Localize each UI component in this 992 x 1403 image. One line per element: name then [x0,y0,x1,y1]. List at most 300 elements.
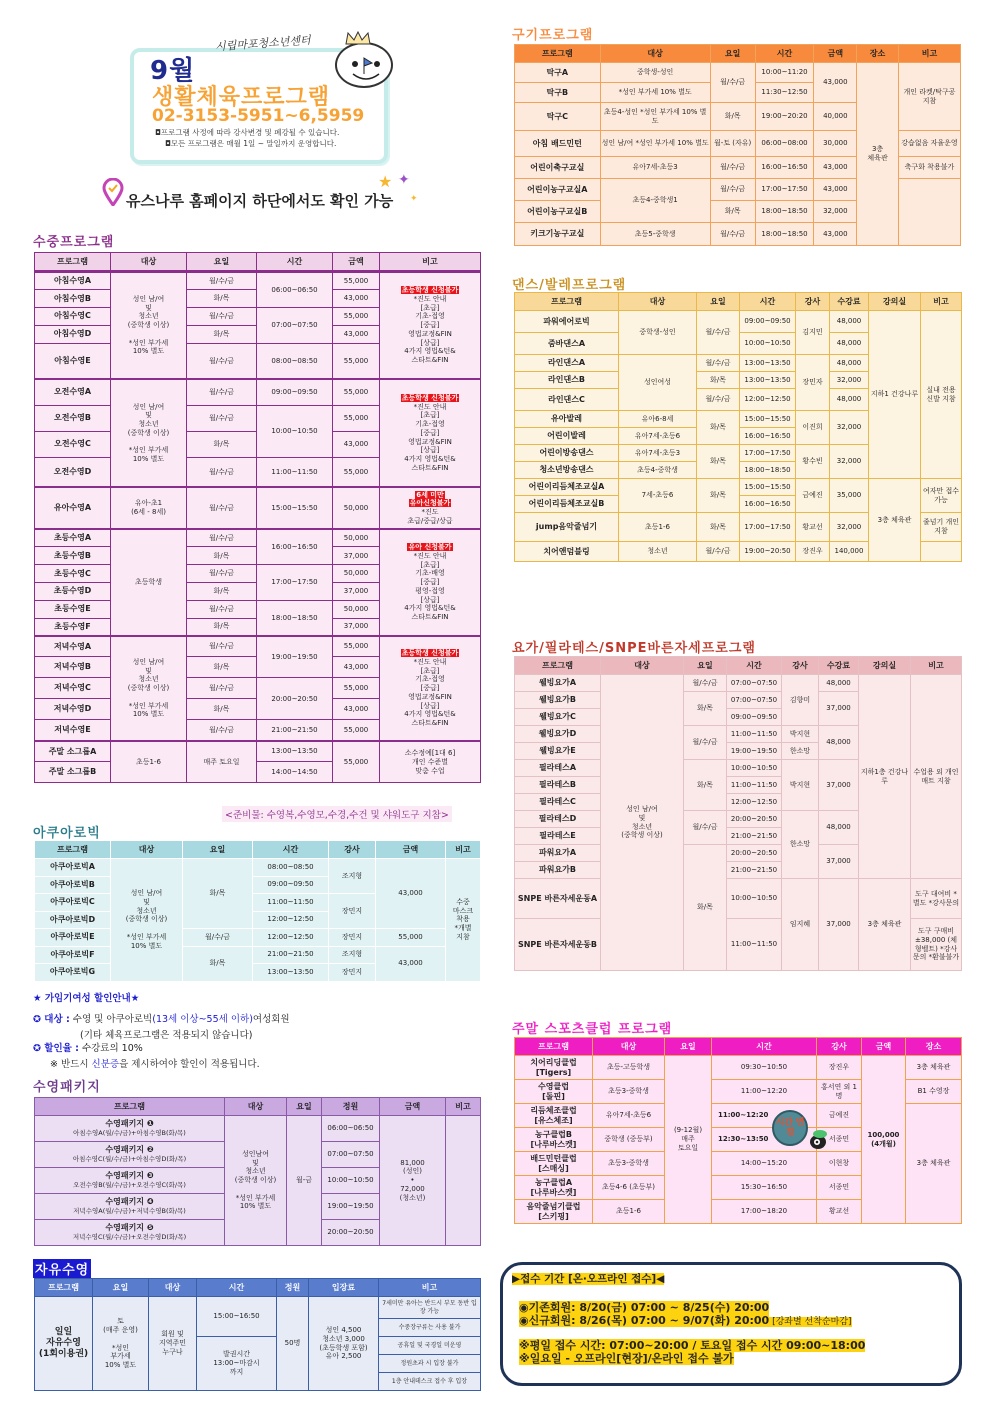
day-cell: 화/목 [684,845,727,971]
character-icon [808,1128,828,1150]
program-name: 웰빙요가D [515,726,601,743]
table-cell: 초등학생 [111,529,187,636]
program-name: 라인댄스B [515,372,619,389]
note-cell: 수중장구류는 사용 불가 [379,1319,481,1337]
discount-title: ★ 가임기여성 할인안내★ [33,993,140,1004]
badge-text: 시간 변경 [775,1118,805,1138]
program-name: jump음악줄넘기 [515,513,619,542]
teacher-cell: 장민지 [329,964,376,982]
program-name: 오전수영C [35,431,111,457]
teacher-cell: 홍서연 외 1명 [817,1080,862,1104]
time-cell: 17:00~17:50 [755,179,814,201]
time-cell: 14:00~15:20 [712,1152,817,1176]
room-cell: 3층 체육관 [859,879,911,971]
table-cell: 회원 및 지역주민 누구나 [149,1297,197,1391]
day-cell: (9-12월) 매주 토요일 [665,1056,712,1224]
new-text: ◉신규회원: 8/26(목) 07:00 ~ 9/07(화) 20:00 [519,1314,770,1327]
day-cell: 화/목 [187,657,257,678]
time-cell: 15:00~16:50 [197,1297,277,1337]
target-cell: 중학생 (중등부) [593,1128,665,1152]
program-name: 파워요가A [515,845,601,862]
package-sub: 저녁수영A(월/수/금)+저녁수영B(화/목) [73,1207,186,1216]
time-cell: 21:00~21:50 [727,862,782,879]
program-name: 어린이축구교실 [515,157,601,179]
day-cell: 월/수/금 [710,179,755,201]
package-name: 수영패키지 ❶ [105,1119,154,1129]
fee-cell: 37,000 [333,547,380,565]
place-cell: 3층 체육관 [857,63,899,246]
program-name: 아침수영C [35,308,111,326]
table-cell: 성인여성 [619,355,697,411]
table-cell: 성인 남/여 및 청소년 (중학생 이상) *성인 부가세 10% 별도 [111,272,187,379]
program-name: 오전수영A [35,379,111,405]
program-name: SNPE 바른자세운동A [515,879,601,919]
program-name: 아쿠아로빅G [35,964,111,982]
program-name: 어린이농구교실A [515,179,601,201]
col-header: 대상 [593,1038,665,1056]
col-header: 수강료 [830,293,869,311]
fee-cell: 성인 4,500 청소년 3,000 (초등학생 포함) 유아 2,500 [309,1297,379,1391]
note-cell: 개인 라켓/탁구공 지참 [898,63,960,131]
program-name: 저녁수영D [35,699,111,720]
fee-cell: 100,000 (4개월) [862,1056,906,1224]
program-name: 키크기농구교실 [515,223,601,246]
day-cell: 화/목 [187,699,257,720]
day-cell: 토 (매주 운영) *성인 부가세 10% 별도 [93,1297,149,1391]
program-name: 오전수영D [35,457,111,487]
fee-cell: 55,000 [333,379,380,405]
table-row [35,1297,481,1319]
col-header: 시간 [253,841,329,859]
place-cell: B1 수영장 [906,1080,962,1104]
time-cell: 11:00~11:50 [727,777,782,794]
time-cell: 12:00~12:50 [727,794,782,811]
aqua-table [34,840,480,982]
time-cell: 16:00~16:50 [257,529,333,565]
program-name: 탁구C [515,103,601,131]
time-cell: 15:00~15:50 [740,479,796,496]
weekend-club-title: 주말 스포츠클럽 프로그램 [512,1022,673,1037]
fee-cell: 55,000 [376,929,446,947]
table-row [515,311,962,333]
target-cell: 초등5-중학생 [600,223,710,246]
time-cell: 11:00~11:50 [727,726,782,743]
teacher-cell: 조지형 [329,946,376,964]
fee-cell: 55,000 [333,405,380,431]
fee-cell: 55,000 [333,308,380,326]
fee-cell: 81,000 (성인) • 72,000 (청소년) [380,1116,446,1246]
day-cell: 화/목 [697,513,740,542]
target-cell: 초등3-중학생 [593,1152,665,1176]
program-name: 치어앤덤블링 [515,542,619,562]
col-header: 정원 [277,1279,309,1297]
table-row [515,1056,962,1080]
table-cell: 청소년 [619,542,697,562]
fee-cell: 43,000 [376,946,446,981]
day-cell: 월/수/금 [710,157,755,179]
time-cell: 19:00~19:50 [322,1194,380,1220]
fee-cell: 55,000 [333,720,380,741]
note-cell: 6세 미만 유아신청불가 *진도 초급/중급/상급 [380,487,481,529]
note-cell: 유아 신청불가 *진도 안내 [초급] 기초-배영 [중급] 평영-접영 [상급] 4가지 영법&턴& 스타트&FIN [380,529,481,636]
fee-cell: 43,000 [333,431,380,457]
day-cell: 화/목 [697,479,740,513]
target-cell: 유아7세-초등6 [593,1104,665,1128]
note-cell: 7세미만 유아는 반드시 부모 동반 입장 가능 [379,1297,481,1319]
col-header: 비고 [446,1098,481,1116]
day-cell: 월/수/금 [187,678,257,699]
swim-table [34,252,480,783]
col-header: 입장료 [309,1279,379,1297]
table-cell: 유아7세-초등6 [619,428,697,445]
program-name: SNPE 바른자세운동B [515,919,601,971]
time-cell: 17:00~17:50 [740,445,796,462]
time-cell: 12:00~12:50 [740,389,796,411]
day-cell: 월/수/금 [684,726,727,760]
col-header: 시간 [197,1279,277,1297]
day-cell: 월/수/금 [187,457,257,487]
program-name: 초등수영E [35,600,111,618]
program-name: 아쿠아로빅D [35,911,111,929]
fee-cell: 55,000 [333,343,380,379]
time-cell: 18:00~18:50 [740,462,796,479]
target-cell: 초등-고등학생 [593,1056,665,1080]
time-cell: 10:00~10:50 [740,333,796,355]
fee-cell: 37,000 [819,845,859,879]
time-cell: 20:00~20:50 [727,845,782,862]
col-header: 비고 [921,293,962,311]
note-cell: 수업용 외 개인매트 지참 [911,675,962,879]
package-name: 수영패키지 ❺ [105,1223,154,1233]
col-header: 비고 [380,253,481,271]
program-name: 저녁수영A [35,636,111,657]
teacher-cell: 이진희 [796,411,830,445]
col-header: 강사 [329,841,376,859]
time-cell: 11:00~12:20 [712,1080,817,1104]
note-cell: 축구화 착용불가 [898,157,960,179]
teacher-cell: 장진우 [796,542,830,562]
fee-cell: 40,000 [814,103,857,131]
month-title: 9월 [150,56,196,86]
time-cell: 11:00~12:20 [712,1104,817,1128]
target-suffix: 여성회원 [252,1014,290,1025]
package-name: 수영패키지 ❸ [105,1171,154,1181]
program-name: 아쿠아로빅F [35,946,111,964]
time-cell: 17:00~18:20 [712,1200,817,1224]
room-cell: 지하1층 건강나루 [859,675,911,879]
col-header: 프로그램 [35,1098,225,1116]
day-cell: 화/목 [187,583,257,601]
ball-table [514,44,961,246]
discount-rate: ✪ 할인율 : 수강료의 10% [33,1043,143,1054]
col-header: 정원 [322,1098,380,1116]
col-header: 시간 [712,1038,817,1056]
program-name: 필라테스E [515,828,601,845]
time-cell: 발권시간 13:00~마감시 까지 [197,1337,277,1391]
weekday-text: ※평일 접수 시간: 07:00~20:00 / 토요일 접수 시간 09:00~18:00 [519,1339,866,1352]
package-sub: 아침수영C(월/수/금)+아침수영D(화/목) [72,1155,187,1164]
day-cell: 화/목 [187,431,257,457]
weekend-club-table [514,1037,961,1224]
table-row [515,479,962,496]
target-label: 대상 : [44,1014,70,1025]
fee-cell: 43,000 [814,179,857,201]
col-header: 프로그램 [515,45,601,63]
program-name: 어린이방송댄스 [515,445,619,462]
table-row [515,45,961,63]
aqua-section-title: 아쿠아로빅 [33,826,101,841]
registration-title [512,1271,664,1286]
new-note: [강좌별 선착순마감] [772,1317,852,1327]
day-cell: 월/수/금 [183,929,253,947]
note-cell: 1층 안내데스크 접수 후 입장 [379,1373,481,1391]
ball-section-title: 구기프로그램 [512,28,594,43]
col-header: 금액 [333,253,380,271]
program-name: 오전수영B [35,405,111,431]
day-cell: 월-토 (자유) [710,131,755,157]
time-cell: 11:00~11:50 [253,894,329,912]
fee-cell: 50,000 [333,487,380,529]
table-cell: 7세-초등6 [619,479,697,513]
day-cell: 월/수/금 [187,272,257,290]
table-cell: 초등4-중학생 [619,462,697,479]
table-row [35,487,481,529]
table-row [35,841,481,859]
col-header: 요일 [183,841,253,859]
mascot-icon [335,42,393,88]
time-change-badge [772,1110,808,1146]
time-cell: 19:00~20:20 [755,103,814,131]
time-cell: 06:00~06:50 [322,1116,380,1142]
fee-cell: 32,000 [830,445,869,479]
teacher-cell: 장민지 [329,929,376,947]
day-cell: 월/수/금 [187,529,257,547]
col-header: 요일 [684,657,727,675]
fee-cell: 50,000 [333,529,380,547]
program-name: 라인댄스A [515,355,619,372]
table-cell: 성인 남/여 및 청소년 (중학생 이상) *성인 부가세 10% 별도 [111,379,187,487]
program-name: 수영클럽 [돌핀] [515,1080,593,1104]
star-icon: ★ [378,172,393,191]
time-cell: 16:00~16:50 [740,496,796,513]
day-cell: 화/목 [183,859,253,929]
col-header: 요일 [665,1038,712,1056]
program-name: 아침수영D [35,325,111,343]
time-cell: 12:30~13:50 [712,1128,817,1152]
teacher-cell: 조지형 [329,859,376,894]
col-header: 대상 [225,1098,287,1116]
day-cell: 월/수/금 [187,308,257,326]
col-header: 강사 [817,1038,862,1056]
crown-icon [345,30,371,44]
fee-cell: 55,000 [333,272,380,290]
program-name: 웰빙요가E [515,743,601,760]
time-cell: 15:00~15:50 [740,411,796,428]
package-sub: 저녁수영C(월/수/금)+오전수영D(화/목) [72,1233,187,1242]
teacher-cell: 박지현 [782,760,819,811]
time-cell: 12:00~12:50 [253,929,329,947]
day-cell: 월/수/금 [187,636,257,657]
col-header: 요일 [287,1098,322,1116]
teacher-cell: 한소망 [782,811,819,879]
day-cell: 월/수/금 [697,355,740,372]
fee-cell: 32,000 [830,411,869,445]
time-cell: 13:00~13:50 [253,964,329,982]
fee-cell: 43,000 [814,157,857,179]
col-header: 요일 [187,253,257,271]
existing-text: ◉기존회원: 8/20(금) 07:00 ~ 8/25(수) 20:00 [519,1301,770,1314]
day-cell: 월/수/금 [187,600,257,618]
time-cell: 13:00~13:50 [257,741,333,762]
program-name: 웰빙요가A [515,675,601,692]
place-cell: 3층 체육관 [906,1056,962,1080]
teacher-cell: 장진우 [817,1056,862,1080]
day-cell: 화/목 [187,547,257,565]
sparkle-icon: ✦ [398,172,410,188]
time-cell: 07:00~07:50 [727,675,782,692]
day-cell: 화/목 [187,618,257,636]
col-header: 비고 [911,657,962,675]
fee-cell: 50,000 [333,600,380,618]
day-cell: 월/수/금 [187,565,257,583]
teacher-cell: 황교선 [817,1200,862,1224]
time-cell: 08:00~08:50 [257,343,333,379]
fee-cell: 48,000 [830,355,869,372]
program-name: 치어리딩클럽 [Tigers] [515,1056,593,1080]
target-age: (13세 이상~55세 이하) [152,1014,253,1025]
time-cell: 17:00~17:50 [740,513,796,542]
col-header: 장소 [857,45,899,63]
table-row [515,675,962,692]
program-name: 초등수영A [35,529,111,547]
program-name: 아쿠아로빅A [35,859,111,877]
program-name: 저녁수영C [35,678,111,699]
col-header: 요일 [93,1279,149,1297]
fee-cell: 48,000 [830,311,869,333]
program-name: 저녁수영E [35,720,111,741]
day-cell: 화/목 [684,692,727,726]
time-cell: 11:00~11:50 [727,919,782,971]
table-cell: 유아7세-초등3 [619,445,697,462]
time-cell: 09:00~09:50 [740,311,796,333]
col-header: 시간 [740,293,796,311]
id-suffix: 을 제시하여야 할인이 적용됩니다. [119,1059,260,1070]
target-cell: 초등1-6 [593,1200,665,1224]
fee-cell: 48,000 [819,811,859,845]
table-row [515,879,962,919]
col-header: 시간 [727,657,782,675]
fee-cell: 48,000 [830,333,869,355]
col-header: 대상 [111,841,183,859]
col-header: 대상 [111,253,187,271]
day-cell: 월/수/금 [697,311,740,355]
teacher-cell: 금예진 [796,479,830,513]
header-note-2: ◘모든 프로그램은 매월 1일 ~ 말일까지 운영합니다. [165,139,337,148]
program-name: 필라테스B [515,777,601,794]
program-name: 아쿠아로빅B [35,876,111,894]
location-pin-icon [102,178,124,206]
col-header: 금액 [814,45,857,63]
teacher-cell: 김향미 [782,675,819,726]
table-cell: 성인 남/여 및 청소년 (중학생 이상) [601,675,684,971]
program-name: 저녁수영B [35,657,111,678]
day-cell: 화/목 [183,946,253,981]
fee-cell: 37,000 [333,583,380,601]
teacher-cell: 이현창 [817,1152,862,1176]
program-name: 필라테스A [515,760,601,777]
time-cell: 10:00~10:50 [727,760,782,777]
note-cell: 정원초과 시 입장 불가 [379,1355,481,1373]
program-name: 필라테스C [515,794,601,811]
table-row [515,63,961,83]
teacher-cell: 황수빈 [796,445,830,479]
day-cell: 화/목 [710,103,755,131]
col-header: 대상 [149,1279,197,1297]
program-name: 초등수영C [35,565,111,583]
col-header: 강의실 [859,657,911,675]
time-cell: 20:00~20:50 [727,811,782,828]
time-cell: 09:00~09:50 [253,876,329,894]
fee-cell: 50,000 [333,565,380,583]
rate-label: 할인율 : [44,1043,79,1054]
note-cell: 초등학생 신청불가 *진도 안내 [초급] 기초-접영 [중급] 영법교정&FIN [상급] 4가지 영법&턴& 스타트&FIN [380,379,481,487]
main-title: 생활체육프로그램 [152,85,331,110]
dance-table [514,292,961,562]
target-cell: 초등4-중학생1 [600,179,710,223]
day-cell: 월/수/금 [187,487,257,529]
time-cell: 18:00~18:50 [755,223,814,246]
time-cell: 19:00~19:50 [257,636,333,678]
program-name: 농구클럽B [나루바스켓] [515,1128,593,1152]
fee-cell: 48,000 [819,726,859,760]
day-cell: 화/목 [697,372,740,389]
table-cell: 중학생-성인 [619,311,697,355]
package-sub: 아침수영A(월/수/금)+아침수영B(화/목) [73,1129,186,1138]
table-cell: 유아-초1 (6세 - 8세) [111,487,187,529]
program-name: 아침수영E [35,343,111,379]
col-header: 요일 [710,45,755,63]
table-row [35,859,481,877]
col-header: 장소 [906,1038,962,1056]
fee-cell: 140,000 [830,542,869,562]
day-cell: 월/수/금 [187,720,257,741]
fee-cell: 55,000 [333,636,380,657]
table-cell: 성인 남/여 및 청소년 (중학생 이상) *성인 부가세 10% 별도 [111,636,187,741]
day-cell: 매주 토요일 [187,741,257,783]
program-name: 음악줄넘기클럽 [스키핑] [515,1200,593,1224]
time-cell: 09:00~09:50 [257,379,333,405]
teacher-cell: 서종민 [817,1176,862,1200]
place-cell: 3층 체육관 [906,1104,962,1224]
program-name: 농구클럽A [나루바스켓] [515,1176,593,1200]
time-cell: 14:00~14:50 [257,762,333,783]
time-cell: 21:00~21:50 [727,828,782,845]
time-cell: 13:00~13:50 [740,355,796,372]
free-swim-table [34,1278,480,1391]
note-cell: 줄넘기 개인 지참 [921,513,962,542]
target-text: 수영 및 아쿠아로빅 [72,1014,153,1025]
time-cell: 10:00~10:50 [322,1168,380,1194]
target-cell: 초등4-6 (초등부) [593,1176,665,1200]
fee-cell: 43,000 [333,290,380,308]
day-cell: 월/수/금 [187,379,257,405]
note-cell: 공휴일 및 국경일 미운영 [379,1337,481,1355]
col-header: 수강료 [819,657,859,675]
col-header: 금액 [862,1038,906,1056]
col-header: 대상 [600,45,710,63]
table-row [35,1116,481,1142]
day-cell: 월-금 [287,1116,322,1246]
